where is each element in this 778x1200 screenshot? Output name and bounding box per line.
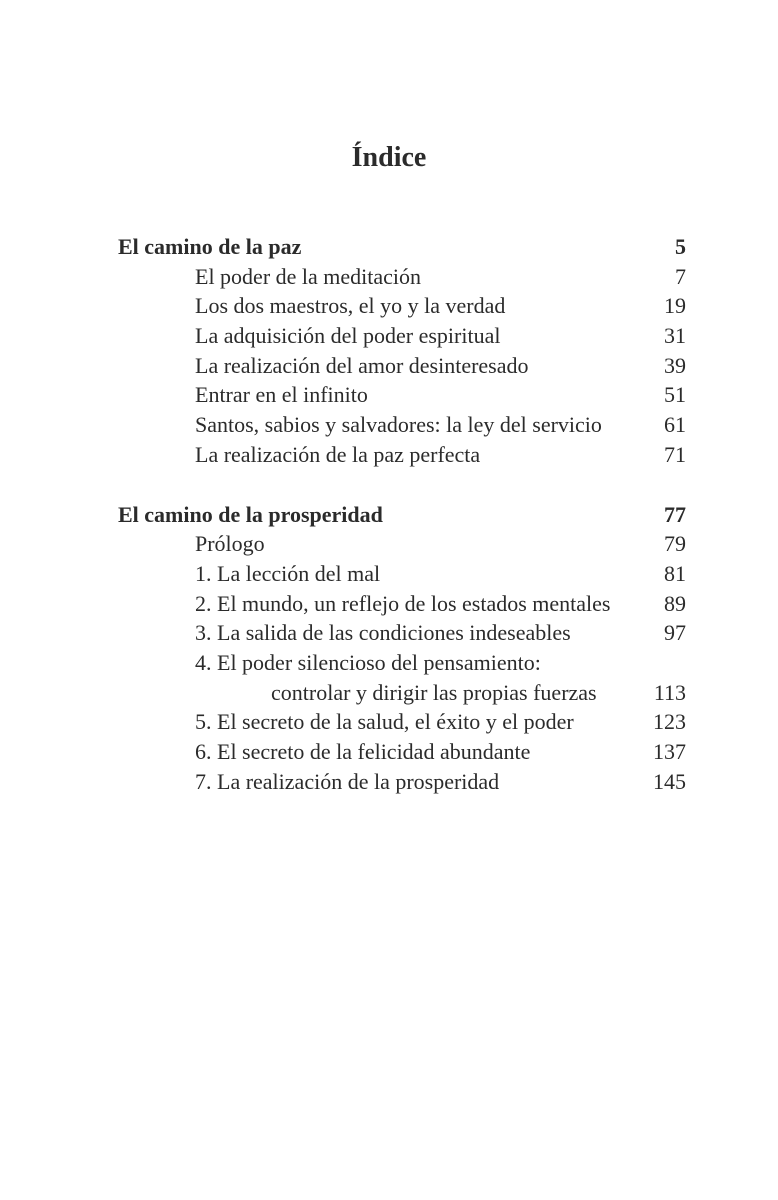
toc-entry [118,559,686,589]
page-title: Índice [351,142,427,173]
toc-entry [118,737,686,767]
section-title: El camino de la paz [118,234,302,259]
entry-page-number: 31 [664,323,686,349]
entry-title: La realización de la paz perfecta [195,441,481,467]
entry-title: 3. La salida de las condiciones indeseables [195,620,571,646]
entry-page-number: 19 [664,293,686,319]
toc-section-heading [118,232,686,262]
table-of-contents [118,232,686,796]
entry-title: 2. El mundo, un reflejo de los estados mentales [195,590,611,616]
entry-title: Prólogo [195,531,265,557]
toc-entry [118,767,686,797]
toc-entry [118,262,686,292]
toc-entry [118,291,686,321]
entry-page-number: 79 [664,531,686,557]
toc-entry [118,707,686,737]
toc-entry [118,410,686,440]
section-page-number: 77 [664,501,686,527]
toc-entry [118,529,686,559]
toc-entry [118,618,686,648]
entry-title: 5. El secreto de la salud, el éxito y el poder [195,709,574,735]
entry-title: La adquisición del poder espiritual [195,323,501,349]
toc-entry [118,380,686,410]
entry-page-number: 7 [675,263,686,289]
entry-page-number: 123 [653,709,686,735]
toc-entry [118,351,686,381]
section-spacer [118,470,686,500]
toc-entry [118,589,686,619]
toc-entry-continuation [118,678,686,708]
entry-title: 1. La lección del mal [195,560,381,586]
entry-title-continuation: controlar y dirigir las propias fuerzas [271,679,597,705]
entry-page-number: 39 [664,352,686,378]
entry-page-number: 51 [664,382,686,408]
entry-page-number: 145 [653,768,686,794]
entry-title: Entrar en el infinito [195,382,368,408]
entry-title: 7. La realización de la prosperidad [195,768,500,794]
entry-title: 6. El secreto de la felicidad abundante [195,739,531,764]
section-page-number: 5 [675,234,686,259]
section-title: El camino de la prosperidad [118,501,383,527]
entry-page-number: 97 [664,620,686,646]
entry-page-number: 61 [664,412,686,438]
entry-page-number: 89 [664,590,686,616]
entry-page-number: 81 [664,560,686,586]
toc-section-heading [118,500,686,530]
toc-entry [118,440,686,470]
entry-title: 4. El poder silencioso del pensamiento: [195,649,541,675]
toc-entry [118,321,686,351]
entry-title: La realización del amor desinteresado [195,352,529,378]
entry-page-number: 113 [653,679,686,705]
entry-title: El poder de la meditación [195,263,422,289]
entry-page-number: 137 [653,739,686,764]
entry-title: Santos, sabios y salvadores: la ley del servicio [195,412,602,438]
entry-title: Los dos maestros, el yo y la verdad [195,293,506,319]
toc-entry [118,648,686,678]
entry-page-number: 71 [664,441,686,467]
